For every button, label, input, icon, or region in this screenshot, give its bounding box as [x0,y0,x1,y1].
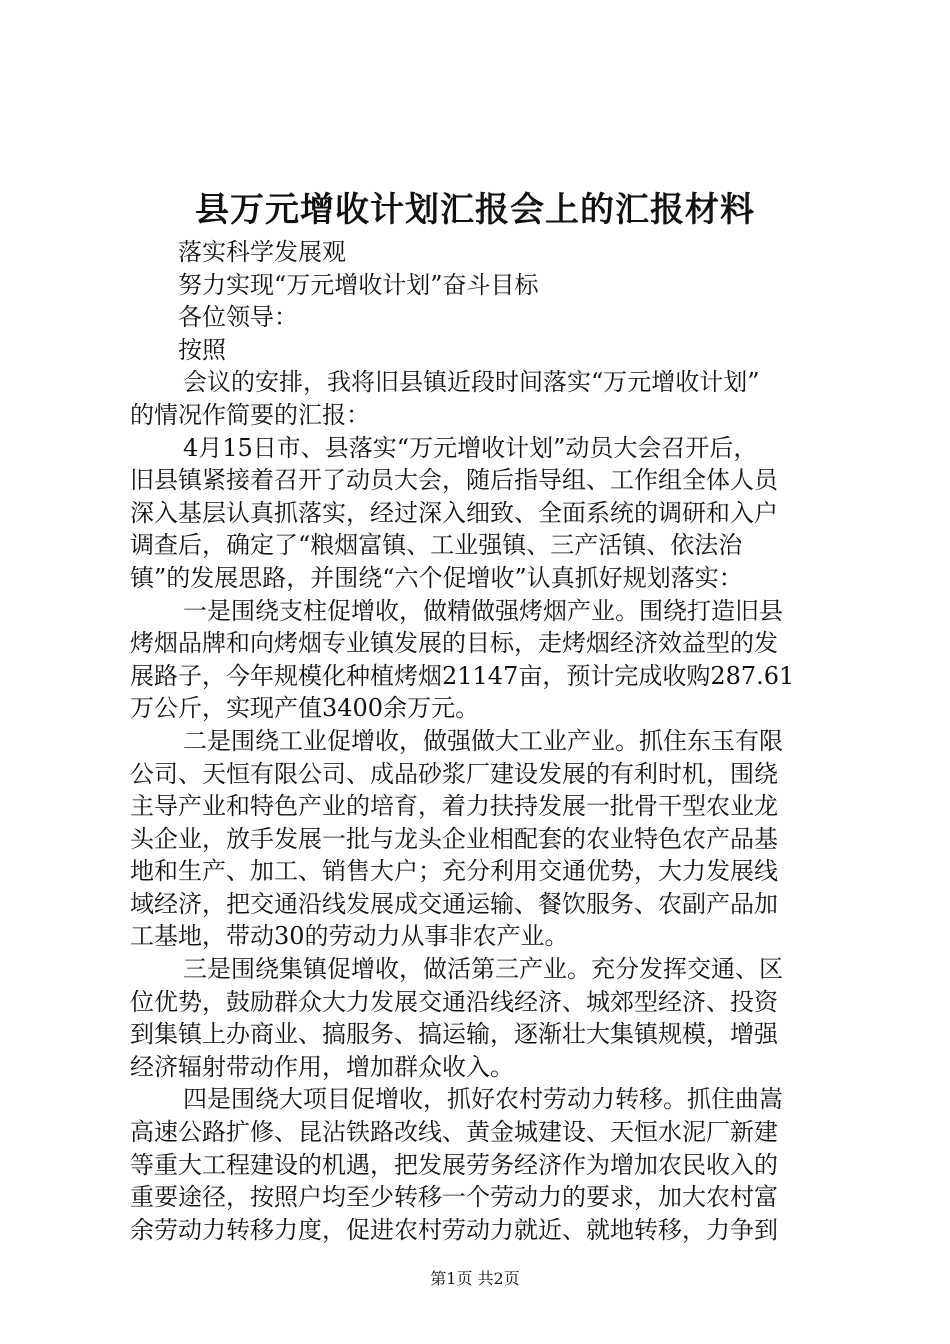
text-line: 主导产业和特色产业的培育，着力扶持发展一批骨干型农业龙 [130,792,778,821]
text-line: 调查后，确定了“粮烟富镇、工业强镇、三产活镇、依法治 [130,531,743,560]
text-line: 三是围绕集镇促增收，做活第三产业。充分发挥交通、区 [183,955,783,984]
text-line: 二是围绕工业促增收，做强做大工业产业。抓住东玉有限 [183,726,783,755]
text-line: 旧县镇紧接着召开了动员大会，随后指导组、工作组全体人员 [130,466,778,495]
document-body [130,236,830,1246]
text-line: 域经济，把交通沿线发展成交通运输、餐饮服务、农副产品加 [130,889,778,918]
text-line: 的情况作简要的汇报： [130,400,370,429]
text-line: 地和生产、加工、销售大户；充分利用交通优势，大力发展线 [130,857,778,886]
text-line: 等重大工程建设的机遇，把发展劳务经济作为增加农民收入的 [130,1150,778,1179]
text-line: 展路子，今年规模化种植烤烟21147亩，预计完成收购287.61 [130,661,795,690]
text-line: 努力实现“万元增收计划”奋斗目标 [178,270,539,299]
document-title: 县万元增收计划汇报会上的汇报材料 [195,190,755,230]
text-line: 高速公路扩修、昆沾铁路改线、黄金城建设、天恒水泥厂新建 [130,1118,778,1147]
page-footer: 第1页 共2页 [430,1269,520,1288]
text-line: 公司、天恒有限公司、成品砂浆厂建设发展的有利时机，围绕 [130,759,778,788]
text-line: 万公斤，实现产值3400余万元。 [130,694,480,723]
text-line: 四是围绕大项目促增收，抓好农村劳动力转移。抓住曲嵩 [183,1085,783,1114]
text-line: 工基地，带动30的劳动力从事非农产业。 [130,922,569,951]
text-line: 4月15日市、县落实“万元增收计划”动员大会召开后， [183,433,758,462]
text-line: 到集镇上办商业、搞服务、搞运输，逐渐壮大集镇规模，增强 [130,1020,778,1049]
text-line: 各位领导： [178,303,298,332]
text-line: 按照 [178,335,226,364]
text-line: 镇”的发展思路，并围绕“六个促增收”认真抓好规划落实： [130,563,743,592]
text-line: 会议的安排，我将旧县镇近段时间落实“万元增收计划” [183,368,760,397]
text-line: 经济辐射带动作用，增加群众收入。 [130,1052,514,1081]
text-line: 一是围绕支柱促增收，做精做强烤烟产业。围绕打造旧县 [183,596,783,625]
text-line: 落实科学发展观 [178,238,346,266]
text-line: 头企业，放手发展一批与龙头企业相配套的农业特色农产品基 [130,824,778,853]
text-line: 重要途径，按照户均至少转移一个劳动力的要求，加大农村富 [130,1183,778,1212]
text-line: 位优势，鼓励群众大力发展交通沿线经济、城郊型经济、投资 [130,987,778,1016]
text-line: 烤烟品牌和向烤烟专业镇发展的目标，走烤烟经济效益型的发 [130,629,778,658]
text-line: 余劳动力转移力度，促进农村劳动力就近、就地转移，力争到 [130,1215,778,1244]
text-line: 深入基层认真抓落实，经过深入细致、全面系统的调研和入户 [130,498,778,527]
